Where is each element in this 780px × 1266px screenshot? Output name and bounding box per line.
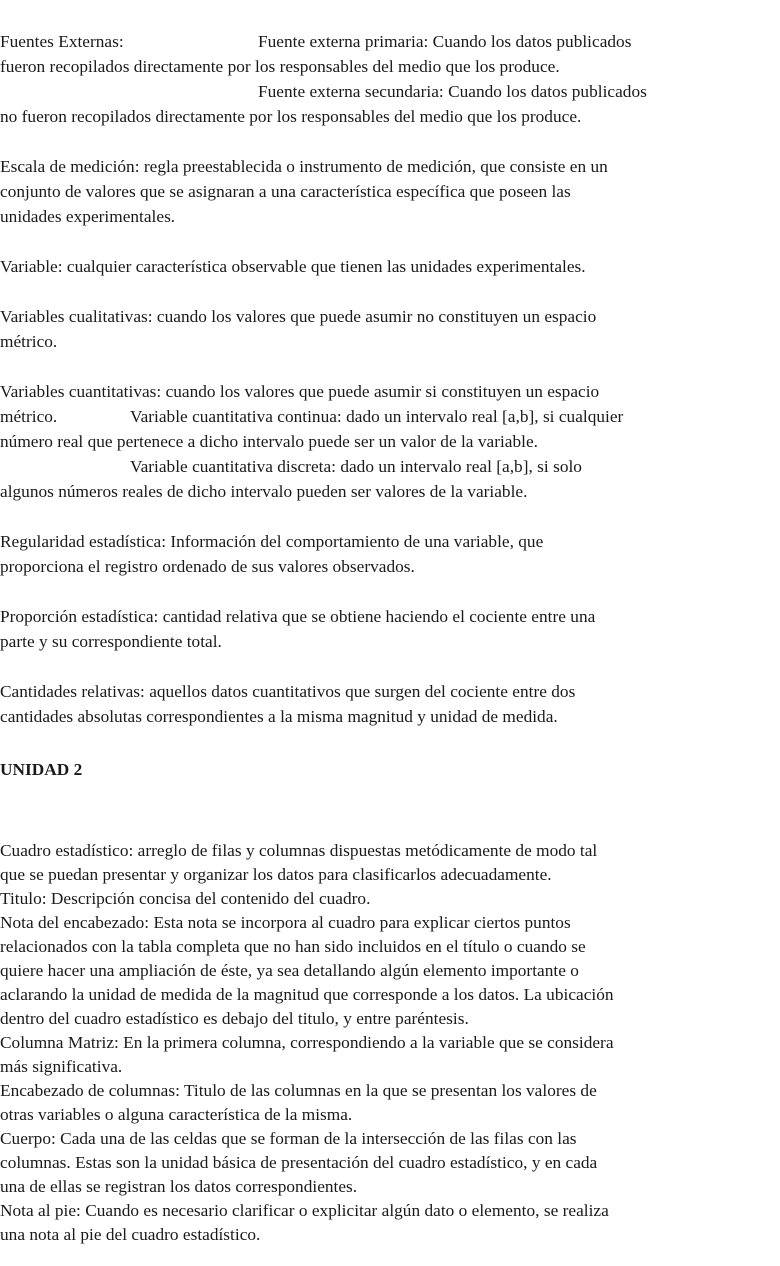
escala-line-1: Escala de medición: regla preestablecida o instrumento de medición, que consiste en un <box>0 157 608 176</box>
cuantitativas-line-3: número real que pertenece a dicho intervalo puede ser un valor de la variable. <box>0 432 538 451</box>
encabezado-columnas-line-2: otras variables o alguna característica de la misma. <box>0 1105 353 1124</box>
relativas-line-2: cantidades absolutas correspondientes a la misma magnitud y unidad de medida. <box>0 707 558 726</box>
proporcion-line-1: Proporción estadística: cantidad relativa que se obtiene haciendo el cociente entre una <box>0 607 596 626</box>
cuantitativa-continua-line: Variable cuantitativa continua: dado un intervalo real [a,b], si cualquier <box>130 407 624 426</box>
nota-encabezado-line-1: Nota del encabezado: Esta nota se incorpora al cuadro para explicar ciertos puntos <box>0 913 571 932</box>
cuantitativa-discreta-line: Variable cuantitativa discreta: dado un intervalo real [a,b], si solo <box>130 457 582 476</box>
regularidad-line-1: Regularidad estadística: Información del comportamiento de una variable, que <box>0 532 544 551</box>
nota-encabezado-line-5: dentro del cuadro estadístico es debajo del titulo, y entre paréntesis. <box>0 1009 469 1028</box>
encabezado-columnas-line-1: Encabezado de columnas: Titulo de las columnas en la que se presentan los valores de <box>0 1081 597 1100</box>
cualitativas-line-2: métrico. <box>0 332 58 351</box>
fuentes-label: Fuentes Externas: <box>0 32 124 51</box>
cuantitativas-line-1: Variables cuantitativas: cuando los valores que puede asumir si constituyen un espacio <box>0 382 600 401</box>
columna-matriz-line-2: más significativa. <box>0 1057 123 1076</box>
fuentes-line-2: fueron recopilados directamente por los responsables del medio que los produce. <box>0 57 560 76</box>
nota-encabezado-line-4: aclarando la unidad de medida de la magnitud que corresponde a los datos. La ubicación <box>0 985 614 1004</box>
cuerpo-line-2: columnas. Estas son la unidad básica de presentación del cuadro estadístico, y en cada <box>0 1153 598 1172</box>
fuente-secundaria-line: Fuente externa secundaria: Cuando los datos publicados <box>258 82 647 101</box>
nota-pie-line-1: Nota al pie: Cuando es necesario clarificar o explicitar algún dato o elemento, se realiza <box>0 1201 609 1220</box>
nota-encabezado-line-3: quiere hacer una ampliación de éste, ya sea detallando algún elemento importante o <box>0 961 579 980</box>
fuente-primaria-line: Fuente externa primaria: Cuando los datos publicados <box>258 32 632 51</box>
cuadro-line-2: que se puedan presentar y organizar los datos para clasificarlos adecuadamente. <box>0 865 552 884</box>
cuerpo-line-3: una de ellas se registran los datos correspondientes. <box>0 1177 358 1196</box>
nota-encabezado-line-2: relacionados con la tabla completa que no han sido incluidos en el título o cuando se <box>0 937 586 956</box>
escala-line-3: unidades experimentales. <box>0 207 176 226</box>
nota-pie-line-2: una nota al pie del cuadro estadístico. <box>0 1225 261 1244</box>
cuadro-line-1: Cuadro estadístico: arreglo de filas y columnas dispuestas metódicamente de modo tal <box>0 841 598 860</box>
cuantitativas-line-5: algunos números reales de dicho intervalo pueden ser valores de la variable. <box>0 482 528 501</box>
variable-line-1: Variable: cualquier característica observable que tienen las unidades experimentales. <box>0 257 586 276</box>
regularidad-line-2: proporciona el registro ordenado de sus valores observados. <box>0 557 415 576</box>
titulo-line: Titulo: Descripción concisa del contenido del cuadro. <box>0 889 371 908</box>
cualitativas-line-1: Variables cualitativas: cuando los valores que puede asumir no constituyen un espacio <box>0 307 597 326</box>
cuerpo-line-1: Cuerpo: Cada una de las celdas que se forman de la intersección de las filas con las <box>0 1129 577 1148</box>
columna-matriz-line-1: Columna Matriz: En la primera columna, correspondiendo a la variable que se considera <box>0 1033 614 1052</box>
proporcion-line-2: parte y su correspondiente total. <box>0 632 222 651</box>
unidad-2-heading: UNIDAD 2 <box>0 760 83 779</box>
escala-line-2: conjunto de valores que se asignaran a una característica específica que poseen las <box>0 182 571 201</box>
fuentes-line-4: no fueron recopilados directamente por los responsables del medio que los produce. <box>0 107 582 126</box>
relativas-line-1: Cantidades relativas: aquellos datos cuantitativos que surgen del cociente entre dos <box>0 682 576 701</box>
cuantitativas-line-2a: métrico. <box>0 407 58 426</box>
